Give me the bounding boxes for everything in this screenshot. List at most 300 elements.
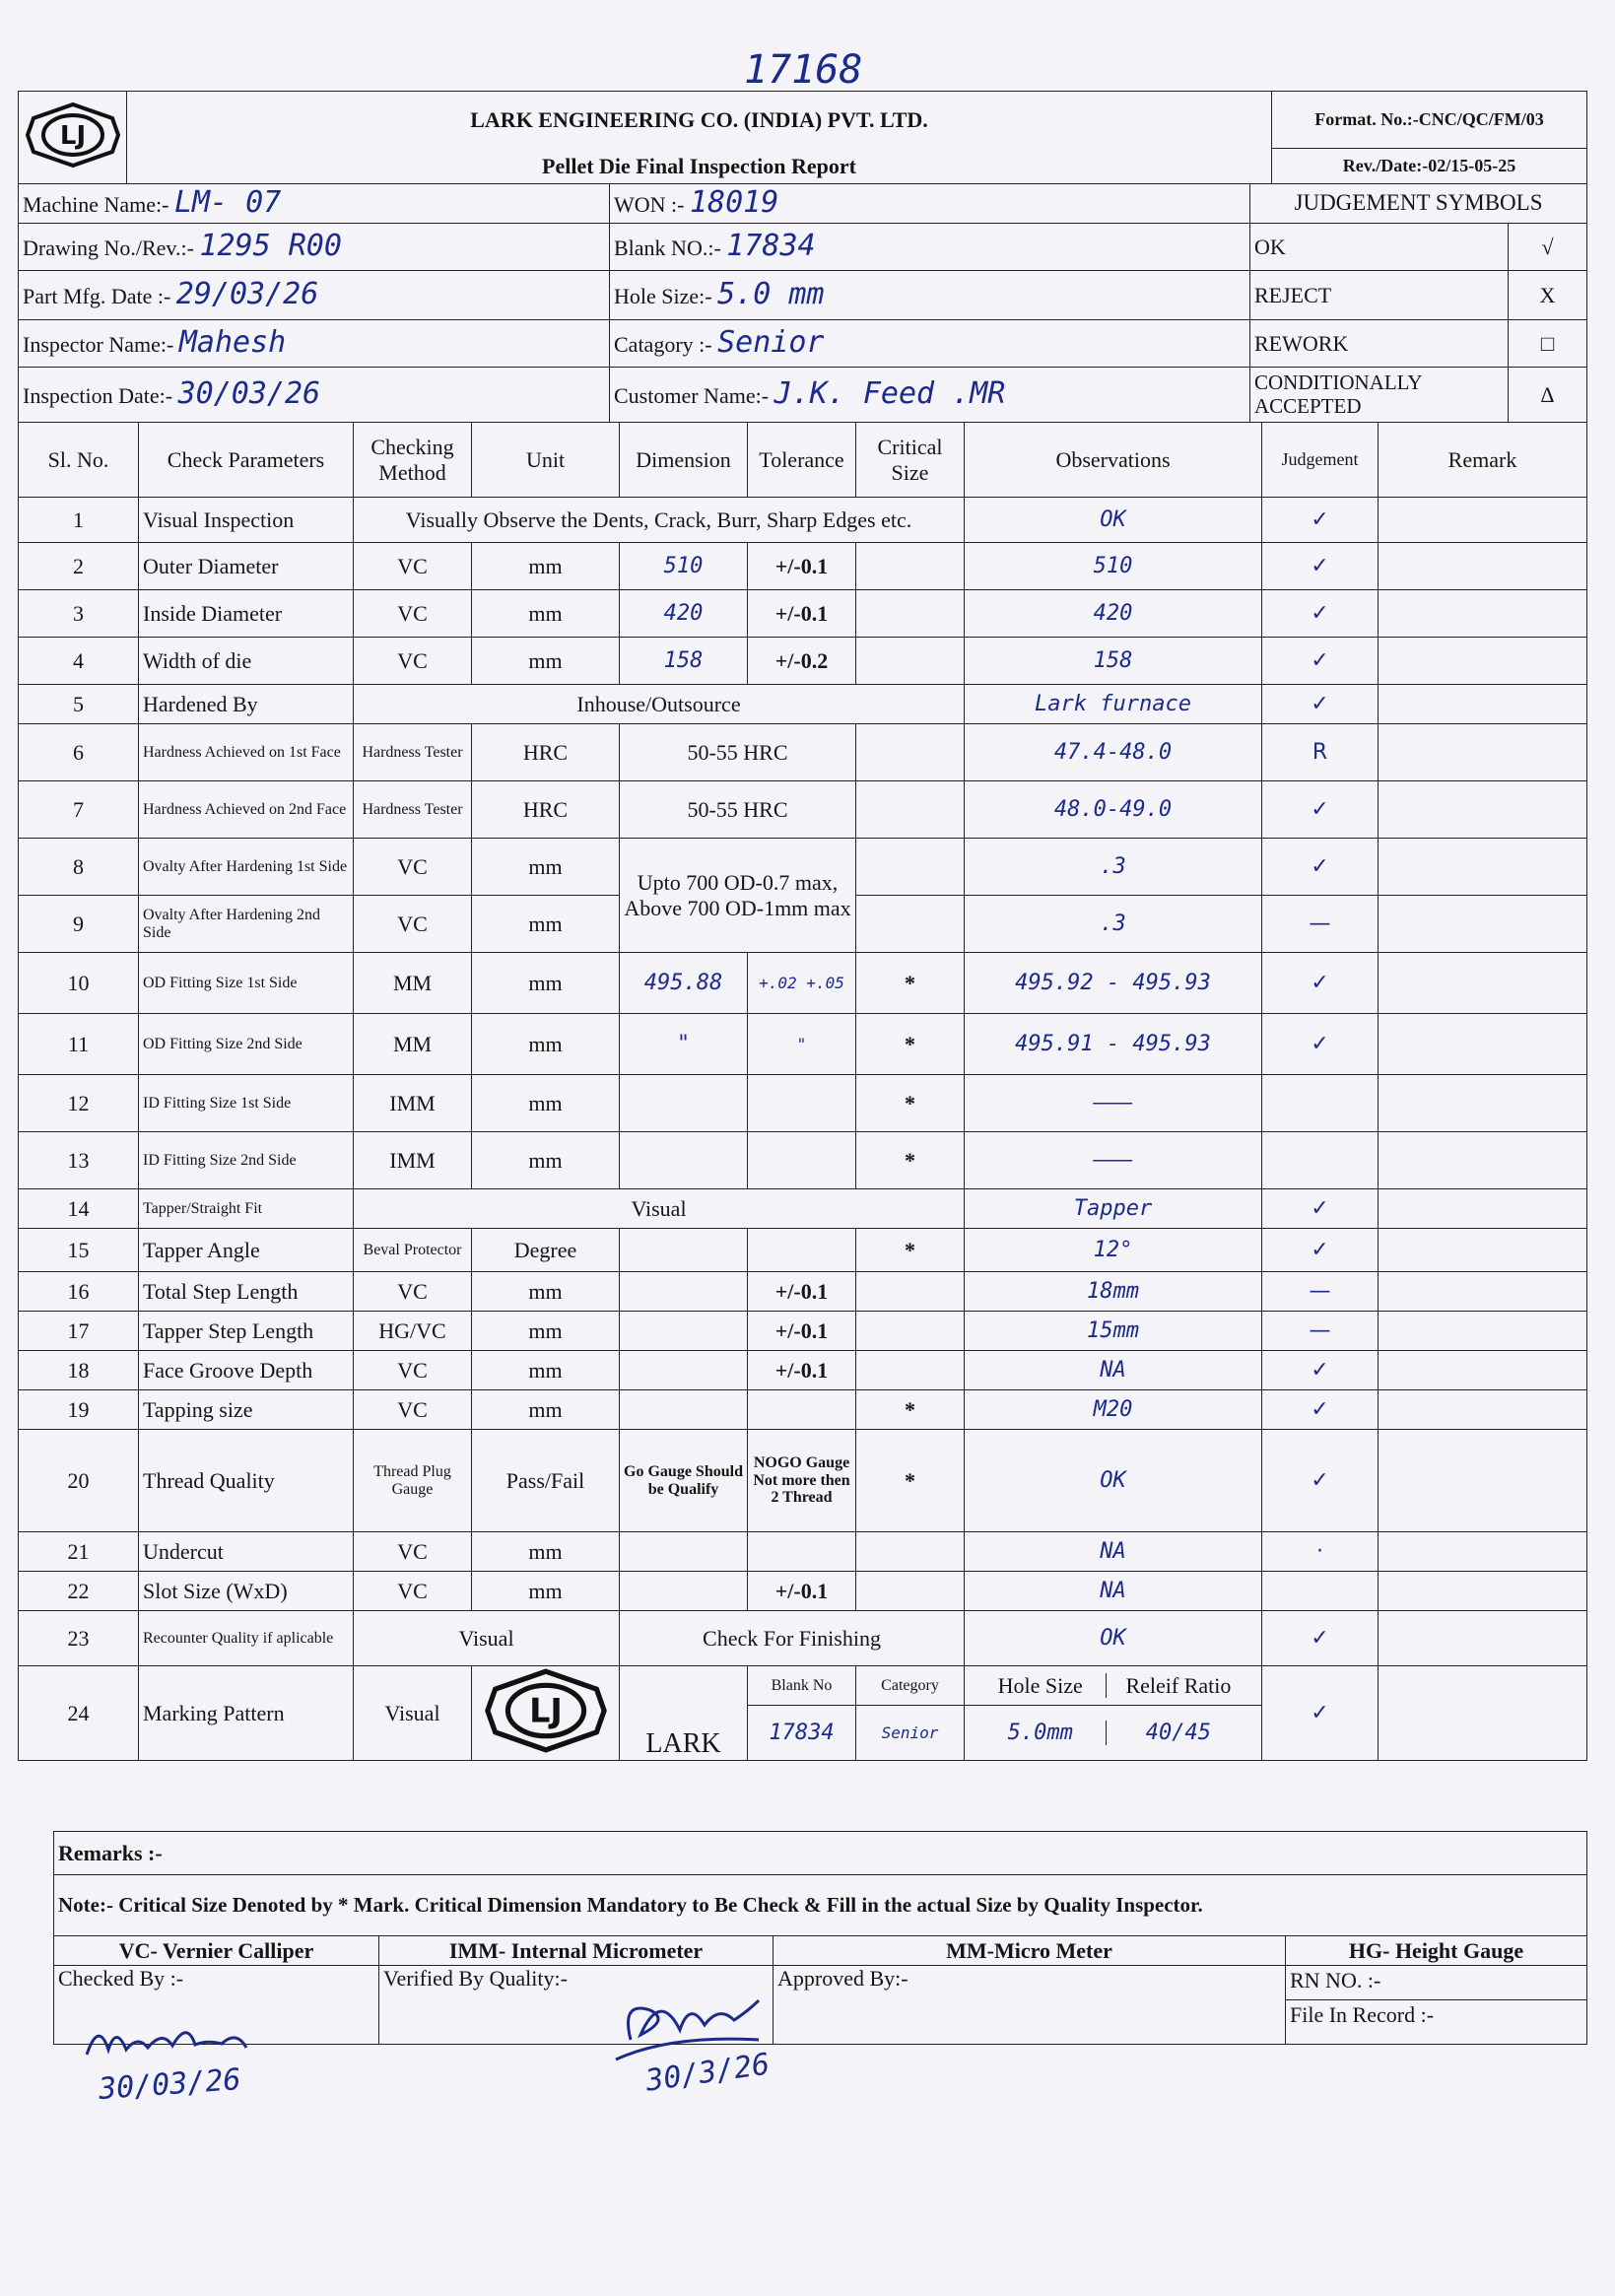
row-remark — [1379, 1572, 1587, 1611]
row-check-parameter: ID Fitting Size 1st Side — [139, 1075, 354, 1132]
row-remark — [1379, 953, 1587, 1014]
table-row — [19, 724, 1587, 781]
row-sl-no: 22 — [19, 1572, 139, 1611]
row-tolerance: NOGO Gauge Not more then 2 Thread — [748, 1430, 856, 1532]
row-check-parameter: Tapper/Straight Fit — [139, 1189, 354, 1229]
checked-by-signature — [79, 2010, 256, 2069]
document-number: 17168 — [744, 47, 863, 93]
row-sl-no: 10 — [19, 953, 139, 1014]
row-observation: NA — [965, 1532, 1262, 1572]
marking-header-hole-relief — [965, 1666, 1262, 1706]
legend-mm: MM-Micro Meter — [774, 1936, 1286, 1966]
row-remark — [1379, 1666, 1587, 1761]
row-tolerance: +/-0.1 — [748, 543, 856, 590]
row-remark — [1379, 1189, 1587, 1229]
row-method: VC — [354, 1390, 472, 1430]
row-remark — [1379, 498, 1587, 543]
row-judgement: ✓ — [1262, 953, 1379, 1014]
row-sl-no: 19 — [19, 1390, 139, 1430]
row-method: IMM — [354, 1075, 472, 1132]
footer-table — [53, 1831, 1587, 2045]
row-observation: NA — [965, 1572, 1262, 1611]
row-critical-size — [856, 543, 965, 590]
row-check-parameter: Marking Pattern — [139, 1666, 354, 1761]
row-remark — [1379, 896, 1587, 953]
row-sl-no: 6 — [19, 724, 139, 781]
table-row — [19, 1390, 1587, 1430]
row-critical-size — [856, 896, 965, 953]
row-check-parameter: Tapper Step Length — [139, 1312, 354, 1351]
row-dimension — [620, 1132, 748, 1189]
row-check-parameter: Width of die — [139, 638, 354, 685]
row-critical-size: * — [856, 1075, 965, 1132]
row-span-text: Visually Observe the Dents, Crack, Burr, Sharp Edges etc. — [354, 498, 965, 543]
symbol-ok-mark: √ — [1509, 224, 1587, 271]
row-judgement: ✓ — [1262, 1189, 1379, 1229]
row-critical-size — [856, 781, 965, 839]
row-unit: Pass/Fail — [472, 1430, 620, 1532]
table-row — [19, 953, 1587, 1014]
row-remark — [1379, 1132, 1587, 1189]
row-remark — [1379, 543, 1587, 590]
row-observation: OK — [965, 1430, 1262, 1532]
row-method: MM — [354, 1014, 472, 1075]
row-check-parameter: Outer Diameter — [139, 543, 354, 590]
row-method: Visual — [354, 1666, 472, 1761]
marking-value-blank: 17834 — [748, 1706, 856, 1761]
verified-by-date: 30/3/26 — [643, 2047, 773, 2099]
row-method: VC — [354, 1532, 472, 1572]
remarks-label: Remarks :- — [54, 1832, 1587, 1875]
col-header-sl: Sl. No. — [19, 423, 139, 498]
row-method: IMM — [354, 1132, 472, 1189]
row-remark — [1379, 1229, 1587, 1272]
symbol-ok-label: OK — [1250, 224, 1509, 271]
row-unit: mm — [472, 839, 620, 896]
row-unit: mm — [472, 1132, 620, 1189]
row-method: Visual — [354, 1611, 620, 1666]
row-remark — [1379, 1014, 1587, 1075]
verified-by-field: Verified By Quality:- — [379, 1966, 774, 2045]
row-sl-no: 23 — [19, 1611, 139, 1666]
row-remark — [1379, 839, 1587, 896]
table-row — [19, 543, 1587, 590]
row-dimension: " — [620, 1014, 748, 1075]
row-unit: mm — [472, 543, 620, 590]
row-method: MM — [354, 953, 472, 1014]
col-header-unit: Unit — [472, 423, 620, 498]
marking-lark-text: LARK — [620, 1666, 748, 1761]
row-check-parameter: Hardness Achieved on 1st Face — [139, 724, 354, 781]
row-check-parameter: OD Fitting Size 1st Side — [139, 953, 354, 1014]
row-dimension-spec: Upto 700 OD-0.7 max, Above 700 OD-1mm max — [620, 839, 856, 953]
row-unit: mm — [472, 1572, 620, 1611]
mfg-date-field: Part Mfg. Date :- 29/03/26 — [19, 271, 610, 320]
marking-value-hole: 5.0mm — [976, 1721, 1107, 1745]
row-critical-size: * — [856, 1390, 965, 1430]
row-check-parameter: Total Step Length — [139, 1272, 354, 1312]
table-row — [19, 1532, 1587, 1572]
row-remark — [1379, 1351, 1587, 1390]
row-remark — [1379, 781, 1587, 839]
row-observation: Tapper — [965, 1189, 1262, 1229]
table-row — [19, 1229, 1587, 1272]
row-tolerance: +/-0.1 — [748, 1272, 856, 1312]
table-row — [19, 638, 1587, 685]
row-remark — [1379, 1611, 1587, 1666]
row-judgement: · — [1262, 1532, 1379, 1572]
row-sl-no: 15 — [19, 1229, 139, 1272]
row-judgement: ✓ — [1262, 638, 1379, 685]
won-value: 18019 — [689, 185, 779, 221]
row-dimension — [620, 1572, 748, 1611]
inspection-table — [18, 422, 1587, 1761]
row-judgement: ✓ — [1262, 839, 1379, 896]
lark-logo-icon — [482, 1666, 610, 1755]
legend-imm: IMM- Internal Micrometer — [379, 1936, 774, 1966]
col-header-critical: Critical Size — [856, 423, 965, 498]
row-method: VC — [354, 590, 472, 638]
blank-no-field: Blank NO.:- 17834 — [610, 224, 1250, 271]
row-critical-size — [856, 839, 965, 896]
row-dimension: 420 — [620, 590, 748, 638]
row-judgement: — — [1262, 896, 1379, 953]
row-observation: 495.92 - 495.93 — [965, 953, 1262, 1014]
symbol-rework-label: REWORK — [1250, 320, 1509, 368]
row-remark — [1379, 590, 1587, 638]
row-method: VC — [354, 638, 472, 685]
row-unit: mm — [472, 1014, 620, 1075]
row-judgement — [1262, 1075, 1379, 1132]
row-remark — [1379, 685, 1587, 724]
critical-size-note: Note:- Critical Size Denoted by * Mark. Critical Dimension Mandatory to Be Check & Fill in the actual Size by Quality Inspector. — [54, 1875, 1587, 1936]
row-check-parameter: Visual Inspection — [139, 498, 354, 543]
col-header-observations: Observations — [965, 423, 1262, 498]
row-judgement — [1262, 1572, 1379, 1611]
row-sl-no: 9 — [19, 896, 139, 953]
marking-logo — [472, 1666, 620, 1761]
row-critical-size: * — [856, 1014, 965, 1075]
row-check-parameter: Undercut — [139, 1532, 354, 1572]
row-observation: 18mm — [965, 1272, 1262, 1312]
row-check-parameter: Hardness Achieved on 2nd Face — [139, 781, 354, 839]
category-field: Catagory :- Senior — [610, 320, 1250, 368]
row-critical-size: * — [856, 953, 965, 1014]
row-unit: mm — [472, 953, 620, 1014]
row-observation: 47.4-48.0 — [965, 724, 1262, 781]
category-value: Senior — [717, 325, 825, 361]
row-unit: mm — [472, 1390, 620, 1430]
row-observation: Lark furnace — [965, 685, 1262, 724]
customer-name-field: Customer Name:- J.K. Feed .MR — [610, 368, 1250, 423]
row-sl-no: 5 — [19, 685, 139, 724]
row-tolerance: +/-0.1 — [748, 590, 856, 638]
row-judgement: ✓ — [1262, 685, 1379, 724]
row-judgement: ✓ — [1262, 543, 1379, 590]
blank-no-value: 17834 — [726, 229, 816, 264]
symbol-reject-label: REJECT — [1250, 271, 1509, 320]
row-unit: mm — [472, 1312, 620, 1351]
checked-by-date: 30/03/26 — [97, 2062, 242, 2107]
row-method: VC — [354, 1351, 472, 1390]
marking-value-category: Senior — [856, 1706, 965, 1761]
table-row — [19, 498, 1587, 543]
symbol-rework-mark: □ — [1509, 320, 1587, 368]
svg-text:LJ: LJ — [59, 120, 86, 151]
row-observation: 12° — [965, 1229, 1262, 1272]
row-judgement: ✓ — [1262, 1014, 1379, 1075]
row-check-parameter: Tapper Angle — [139, 1229, 354, 1272]
symbol-reject-mark: X — [1509, 271, 1587, 320]
row-remark — [1379, 1075, 1587, 1132]
row-unit: mm — [472, 1075, 620, 1132]
hole-size-field: Hole Size:- 5.0 mm — [610, 271, 1250, 320]
row-dimension — [620, 1390, 748, 1430]
row-method: Hardness Tester — [354, 724, 472, 781]
row-tolerance — [748, 1229, 856, 1272]
row-method: Thread Plug Gauge — [354, 1430, 472, 1532]
row-sl-no: 14 — [19, 1189, 139, 1229]
table-row — [19, 1014, 1587, 1075]
row-sl-no: 4 — [19, 638, 139, 685]
row-dimension — [620, 1229, 748, 1272]
table-row — [19, 1272, 1587, 1312]
file-in-record-label: File In Record :- — [1290, 2002, 1435, 2027]
row-dimension: Go Gauge Should be Qualify — [620, 1430, 748, 1532]
won-field: WON :- 18019 — [610, 184, 1250, 224]
row-critical-size — [856, 724, 965, 781]
col-header-method: Checking Method — [354, 423, 472, 498]
row-observation: 420 — [965, 590, 1262, 638]
row-critical-size — [856, 1572, 965, 1611]
row-method: VC — [354, 896, 472, 953]
col-header-dimension: Dimension — [620, 423, 748, 498]
row-sl-no: 18 — [19, 1351, 139, 1390]
row-tolerance: +/-0.2 — [748, 638, 856, 685]
customer-name-value: J.K. Feed .MR — [774, 376, 1006, 412]
row-sl-no: 7 — [19, 781, 139, 839]
approved-by-field: Approved By:- — [774, 1966, 1286, 2045]
row-tolerance: " — [748, 1014, 856, 1075]
header-table — [18, 91, 1587, 184]
row-critical-size — [856, 1312, 965, 1351]
row-judgement: — — [1262, 1272, 1379, 1312]
row-observation: .3 — [965, 896, 1262, 953]
row-observation: ——— — [965, 1075, 1262, 1132]
row-observation: OK — [965, 498, 1262, 543]
row-unit: HRC — [472, 724, 620, 781]
legend-vc: VC- Vernier Calliper — [54, 1936, 379, 1966]
marking-value-relief: 40/45 — [1145, 1721, 1212, 1746]
row-observation: 158 — [965, 638, 1262, 685]
inspector-name-field: Inspector Name:- Mahesh — [19, 320, 610, 368]
row-remark — [1379, 1272, 1587, 1312]
row-unit: mm — [472, 590, 620, 638]
row-critical-size — [856, 590, 965, 638]
table-row — [19, 1351, 1587, 1390]
inspection-date-field: Inspection Date:- 30/03/26 — [19, 368, 610, 423]
row-method: HG/VC — [354, 1312, 472, 1351]
company-logo — [19, 92, 127, 184]
row-dimension: 510 — [620, 543, 748, 590]
row-judgement: ✓ — [1262, 498, 1379, 543]
row-dimension — [620, 1312, 748, 1351]
col-header-remark: Remark — [1379, 423, 1587, 498]
row-sl-no: 2 — [19, 543, 139, 590]
row-check-parameter: OD Fitting Size 2nd Side — [139, 1014, 354, 1075]
row-remark — [1379, 1532, 1587, 1572]
row-span-text: Check For Finishing — [620, 1611, 965, 1666]
row-observation: M20 — [965, 1390, 1262, 1430]
row-sl-no: 24 — [19, 1666, 139, 1761]
row-unit: Degree — [472, 1229, 620, 1272]
row-tolerance: +.02 +.05 — [748, 953, 856, 1014]
row-tolerance: +/-0.1 — [748, 1351, 856, 1390]
inspection-date-value: 30/03/26 — [177, 376, 321, 412]
row-method: VC — [354, 543, 472, 590]
marking-header-relief: Releif Ratio — [1125, 1672, 1232, 1698]
row-method: Hardness Tester — [354, 781, 472, 839]
row-judgement: ✓ — [1262, 1611, 1379, 1666]
row-check-parameter: Hardened By — [139, 685, 354, 724]
table-row — [19, 839, 1587, 896]
row-dimension — [620, 1272, 748, 1312]
drawing-no-field: Drawing No./Rev.:- 1295 R00 — [19, 224, 610, 271]
table-row — [19, 1572, 1587, 1611]
row-judgement: — — [1262, 1312, 1379, 1351]
table-header-row — [19, 423, 1587, 498]
row-unit: mm — [472, 638, 620, 685]
row-remark — [1379, 638, 1587, 685]
row-observation: 15mm — [965, 1312, 1262, 1351]
row-judgement: ✓ — [1262, 1666, 1379, 1761]
row-critical-size: * — [856, 1229, 965, 1272]
row-dimension: 158 — [620, 638, 748, 685]
table-row-marking — [19, 1666, 1587, 1706]
marking-header-hole: Hole Size — [976, 1673, 1107, 1698]
marking-value-hole-relief — [965, 1706, 1262, 1761]
row-sl-no: 20 — [19, 1430, 139, 1532]
row-check-parameter: Recounter Quality if aplicable — [139, 1611, 354, 1666]
row-unit: mm — [472, 1351, 620, 1390]
company-name: LARK ENGINEERING CO. (INDIA) PVT. LTD. — [127, 92, 1272, 149]
svg-text:LJ: LJ — [528, 1691, 563, 1730]
row-dimension-spec: 50-55 HRC — [620, 724, 856, 781]
row-judgement: ✓ — [1262, 1430, 1379, 1532]
col-header-judgement: Judgement — [1262, 423, 1379, 498]
row-sl-no: 12 — [19, 1075, 139, 1132]
row-check-parameter: Slot Size (WxD) — [139, 1572, 354, 1611]
info-table — [18, 183, 1587, 423]
row-dimension: 495.88 — [620, 953, 748, 1014]
table-row — [19, 1430, 1587, 1532]
row-tolerance — [748, 1132, 856, 1189]
inspector-name-value: Mahesh — [178, 325, 287, 361]
lark-logo-icon — [24, 101, 122, 169]
row-observation: 48.0-49.0 — [965, 781, 1262, 839]
table-row — [19, 1132, 1587, 1189]
row-judgement: ✓ — [1262, 781, 1379, 839]
row-remark — [1379, 1390, 1587, 1430]
row-dimension — [620, 1075, 748, 1132]
row-judgement: R — [1262, 724, 1379, 781]
row-check-parameter: Inside Diameter — [139, 590, 354, 638]
table-row — [19, 1611, 1587, 1666]
row-dimension — [620, 1351, 748, 1390]
row-observation: .3 — [965, 839, 1262, 896]
table-row — [19, 685, 1587, 724]
symbol-conditional-mark: Δ — [1509, 368, 1587, 423]
judgement-symbols-title: JUDGEMENT SYMBOLS — [1250, 184, 1587, 224]
row-unit: mm — [472, 896, 620, 953]
row-method: VC — [354, 1272, 472, 1312]
table-row — [19, 1189, 1587, 1229]
report-title: Pellet Die Final Inspection Report — [127, 149, 1272, 184]
row-sl-no: 1 — [19, 498, 139, 543]
drawing-no-value: 1295 R00 — [199, 229, 342, 264]
hole-size-value: 5.0 mm — [717, 277, 825, 312]
marking-header-category: Category — [856, 1666, 965, 1706]
symbol-conditional-label: CONDITIONALLY ACCEPTED — [1250, 368, 1509, 423]
row-tolerance — [748, 1075, 856, 1132]
row-observation: OK — [965, 1611, 1262, 1666]
table-row — [19, 590, 1587, 638]
table-row — [19, 781, 1587, 839]
revision-date: Rev./Date:-02/15-05-25 — [1272, 149, 1587, 184]
row-sl-no: 17 — [19, 1312, 139, 1351]
table-row — [19, 1312, 1587, 1351]
row-critical-size: * — [856, 1430, 965, 1532]
row-method: VC — [354, 839, 472, 896]
row-observation: ——— — [965, 1132, 1262, 1189]
row-judgement: ✓ — [1262, 1390, 1379, 1430]
row-observation: NA — [965, 1351, 1262, 1390]
row-critical-size — [856, 1532, 965, 1572]
row-unit: mm — [472, 1272, 620, 1312]
mfg-date-value: 29/03/26 — [175, 277, 319, 312]
row-sl-no: 3 — [19, 590, 139, 638]
row-unit: HRC — [472, 781, 620, 839]
machine-name-value: LM- 07 — [173, 185, 282, 221]
rn-no-label: RN NO. :- — [1286, 1966, 1586, 2000]
col-header-tolerance: Tolerance — [748, 423, 856, 498]
format-number: Format. No.:-CNC/QC/FM/03 — [1272, 92, 1587, 149]
row-judgement: ✓ — [1262, 1229, 1379, 1272]
legend-hg: HG- Height Gauge — [1286, 1936, 1587, 1966]
row-observation: 495.91 - 495.93 — [965, 1014, 1262, 1075]
row-dimension-spec: 50-55 HRC — [620, 781, 856, 839]
row-dimension — [620, 1532, 748, 1572]
machine-name-field: Machine Name:- LM- 07 — [19, 184, 610, 224]
marking-header-blank: Blank No — [748, 1666, 856, 1706]
row-judgement: ✓ — [1262, 1351, 1379, 1390]
row-method: Beval Protector — [354, 1229, 472, 1272]
row-check-parameter: Tapping size — [139, 1390, 354, 1430]
row-sl-no: 16 — [19, 1272, 139, 1312]
row-critical-size — [856, 1272, 965, 1312]
row-tolerance: +/-0.1 — [748, 1572, 856, 1611]
row-tolerance: +/-0.1 — [748, 1312, 856, 1351]
row-tolerance — [748, 1532, 856, 1572]
row-critical-size — [856, 638, 965, 685]
row-sl-no: 13 — [19, 1132, 139, 1189]
row-sl-no: 21 — [19, 1532, 139, 1572]
row-span-text: Visual — [354, 1189, 965, 1229]
row-unit: mm — [472, 1532, 620, 1572]
record-field — [1286, 1966, 1587, 2045]
row-remark — [1379, 1312, 1587, 1351]
table-row — [19, 1075, 1587, 1132]
